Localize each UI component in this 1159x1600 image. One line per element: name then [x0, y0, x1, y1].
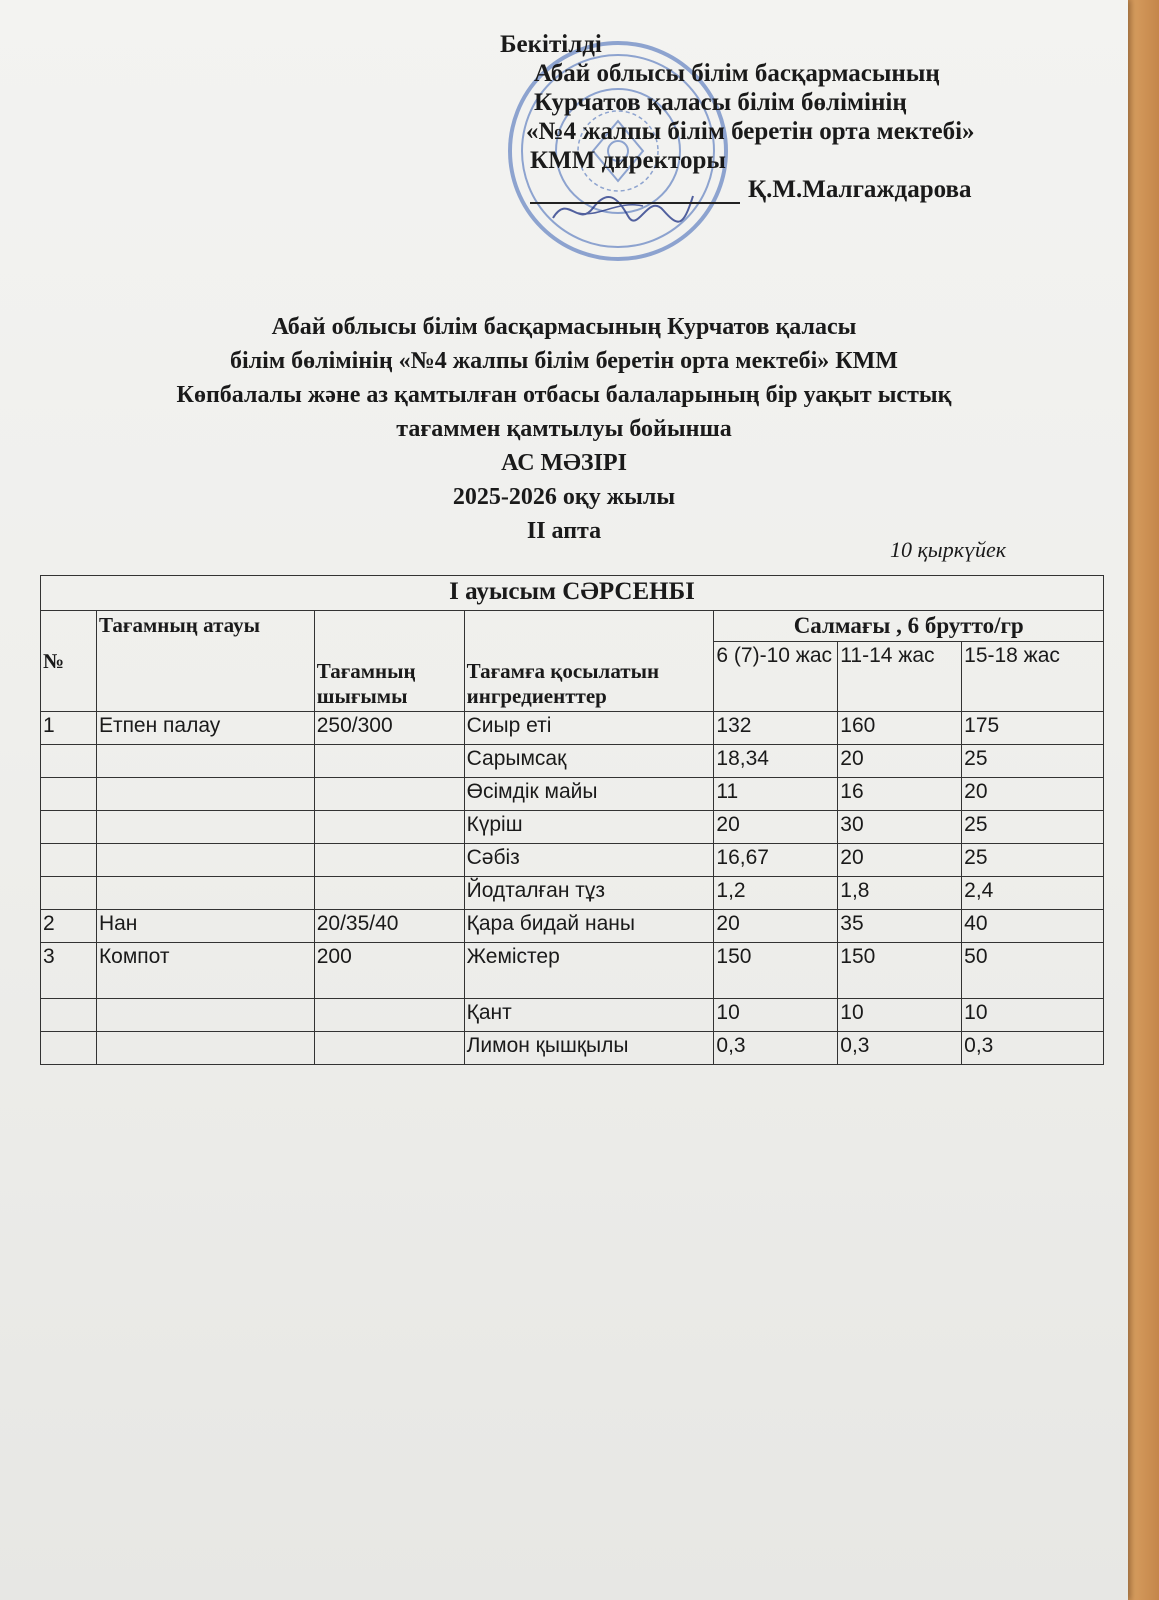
table-cell-ingredient: Қара бидай наны [464, 910, 714, 943]
table-cell-num [41, 844, 97, 877]
table-cell-b: 30 [838, 811, 962, 844]
table-cell-ingredient: Өсімдік майы [464, 778, 714, 811]
table-row [41, 745, 1104, 778]
table-row [41, 778, 1104, 811]
table-row [41, 877, 1104, 910]
table-cell-num: 2 [41, 910, 97, 943]
table-cell-a: 16,67 [714, 844, 838, 877]
table-cell-num [41, 745, 97, 778]
table-cell-a: 132 [714, 712, 838, 745]
table-cell-output [314, 877, 464, 910]
table-cell-output: 250/300 [314, 712, 464, 745]
table-cell-b: 16 [838, 778, 962, 811]
table-cell-name [96, 1032, 314, 1065]
table-cell-output: 20/35/40 [314, 910, 464, 943]
table-cell-a: 0,3 [714, 1032, 838, 1065]
col-header-ingredients: Тағамға қосылатын ингредиенттер [464, 611, 714, 712]
col-header-name: Тағамның атауы [96, 611, 314, 712]
col-header-output: Тағамның шығымы [314, 611, 464, 712]
table-cell-output [314, 999, 464, 1032]
title-line: Көпбалалы және аз қамтылған отбасы балаларының бір уақыт ыстық [176, 382, 952, 408]
title-line: 2025-2026 оқу жылы [452, 484, 676, 510]
table-cell-ingredient: Сарымсақ [464, 745, 714, 778]
table-cell-c: 25 [962, 811, 1104, 844]
table-cell-a: 20 [714, 811, 838, 844]
table-cell-output [314, 844, 464, 877]
signature-row [530, 175, 1060, 204]
table-cell-name: Нан [96, 910, 314, 943]
table-cell-ingredient: Қант [464, 999, 714, 1032]
col-header-age-15-18: 15-18 жас [962, 642, 1104, 712]
title-line: II апта [526, 518, 602, 544]
col-header-num: № [41, 611, 97, 712]
table-cell-c: 40 [962, 910, 1104, 943]
table-cell-c: 175 [962, 712, 1104, 745]
table-cell-c: 25 [962, 745, 1104, 778]
document-title [0, 310, 1128, 548]
table-cell-num: 3 [41, 943, 97, 999]
table-cell-b: 20 [838, 844, 962, 877]
table-cell-a: 20 [714, 910, 838, 943]
table-cell-output [314, 811, 464, 844]
table-cell-name: Етпен палау [96, 712, 314, 745]
table-cell-output [314, 778, 464, 811]
table-cell-c: 2,4 [962, 877, 1104, 910]
table-cell-name [96, 811, 314, 844]
table-row [41, 844, 1104, 877]
table-cell-name [96, 745, 314, 778]
table-cell-name [96, 844, 314, 877]
table-cell-b: 1,8 [838, 877, 962, 910]
table-cell-name: Компот [96, 943, 314, 999]
approval-block [500, 30, 1060, 204]
table-cell-ingredient: Лимон қышқылы [464, 1032, 714, 1065]
menu-date: 10 қыркүйек [890, 537, 1007, 562]
col-header-age-6-10: 6 (7)-10 жас [714, 642, 838, 712]
approval-heading: Бекітілді [500, 31, 602, 58]
table-cell-output [314, 1032, 464, 1065]
table-cell-a: 1,2 [714, 877, 838, 910]
signer-name: Қ.М.Малгаждарова [748, 176, 972, 203]
approval-line: «№4 жалпы білім беретін орта мектебі» [526, 118, 975, 145]
col-header-age-11-14: 11-14 жас [838, 642, 962, 712]
table-cell-ingredient: Сәбіз [464, 844, 714, 877]
table-cell-num [41, 1032, 97, 1065]
table-cell-b: 35 [838, 910, 962, 943]
table-cell-b: 10 [838, 999, 962, 1032]
table-cell-b: 20 [838, 745, 962, 778]
shift-header: I ауысым СӘРСЕНБІ [41, 576, 1104, 611]
table-cell-name [96, 999, 314, 1032]
table-cell-ingredient: Сиыр еті [464, 712, 714, 745]
table-cell-b: 160 [838, 712, 962, 745]
table-cell-b: 0,3 [838, 1032, 962, 1065]
table-row [41, 943, 1104, 999]
table-cell-a: 150 [714, 943, 838, 999]
table-cell-ingredient: Күріш [464, 811, 714, 844]
table-row [41, 910, 1104, 943]
title-line: АС МӘЗІРІ [501, 450, 627, 476]
table-cell-num [41, 811, 97, 844]
approval-line: Абай облысы білім басқармасының [534, 60, 940, 87]
table-cell-output: 200 [314, 943, 464, 999]
table-cell-b: 150 [838, 943, 962, 999]
table-cell-num [41, 999, 97, 1032]
table-row [41, 811, 1104, 844]
table-cell-c: 20 [962, 778, 1104, 811]
table-cell-ingredient: Йодталған тұз [464, 877, 714, 910]
table-cell-a: 18,34 [714, 745, 838, 778]
table-cell-output [314, 745, 464, 778]
menu-table [40, 575, 1104, 1065]
approval-line: КММ директоры [530, 147, 726, 174]
title-line: тағаммен қамтылуы бойынша [396, 416, 732, 442]
col-header-mass: Салмағы , 6 брутто/гр [714, 611, 1104, 642]
table-cell-num [41, 778, 97, 811]
table-cell-a: 10 [714, 999, 838, 1032]
table-cell-c: 50 [962, 943, 1104, 999]
table-row [41, 712, 1104, 745]
table-cell-c: 25 [962, 844, 1104, 877]
table-cell-c: 10 [962, 999, 1104, 1032]
title-line: білім бөлімінің «№4 жалпы білім беретін орта мектебі» КММ [230, 348, 898, 374]
table-row [41, 1032, 1104, 1065]
table-cell-a: 11 [714, 778, 838, 811]
approval-line: Курчатов қаласы білім бөлімінің [534, 89, 907, 116]
table-cell-num [41, 877, 97, 910]
table-cell-num: 1 [41, 712, 97, 745]
title-line: Абай облысы білім басқармасының Курчатов қаласы [271, 314, 857, 340]
table-cell-name [96, 877, 314, 910]
table-row [41, 999, 1104, 1032]
table-cell-ingredient: Жемістер [464, 943, 714, 999]
table-cell-name [96, 778, 314, 811]
signature-line [530, 176, 740, 204]
table-cell-c: 0,3 [962, 1032, 1104, 1065]
